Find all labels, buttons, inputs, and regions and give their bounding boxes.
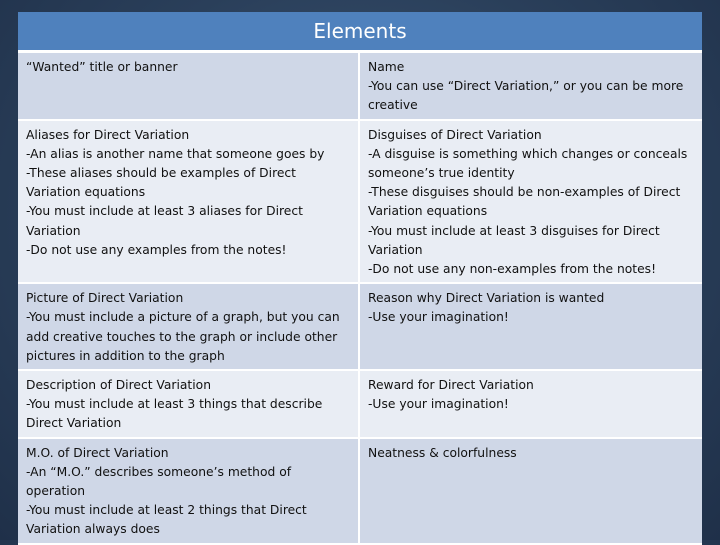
cell-aliases: Aliases for Direct Variation -An alias is another name that someone goes by -These aliases should be examples of Direct Variation equations -You must include at least 3 aliases for Direct Variation -Do not use any examples from the notes! — [18, 120, 359, 284]
cell-picture: Picture of Direct Variation -You must include a picture of a graph, but you can add creative touches to the graph or include other pictures in addition to the graph — [18, 283, 359, 370]
cell-neatness: Neatness & colorfulness — [359, 438, 702, 544]
cell-wanted-title: “Wanted” title or banner — [18, 52, 359, 120]
cell-reward: Reward for Direct Variation -Use your imagination! — [359, 370, 702, 438]
table-row — [18, 370, 702, 438]
table-row — [18, 120, 702, 284]
cell-name: Name -You can use “Direct Variation,” or you can be more creative — [359, 52, 702, 120]
cell-mo: M.O. of Direct Variation -An “M.O.” describes someone’s method of operation -You must include at least 2 things that Direct Variation always does — [18, 438, 359, 544]
table-row — [18, 283, 702, 370]
elements-table — [18, 12, 702, 545]
cell-disguises: Disguises of Direct Variation -A disguise is something which changes or conceals someone’s true identity -These disguises should be non-examples of Direct Variation equations -You must include at least 3 disguises for Direct Variation -Do not use any non-examples from the notes! — [359, 120, 702, 284]
table-row — [18, 438, 702, 544]
table-row — [18, 52, 702, 120]
cell-description: Description of Direct Variation -You must include at least 3 things that describe Direct Variation — [18, 370, 359, 438]
header-row — [18, 12, 702, 52]
table-header: Elements — [18, 12, 702, 52]
cell-reason: Reason why Direct Variation is wanted -Use your imagination! — [359, 283, 702, 370]
